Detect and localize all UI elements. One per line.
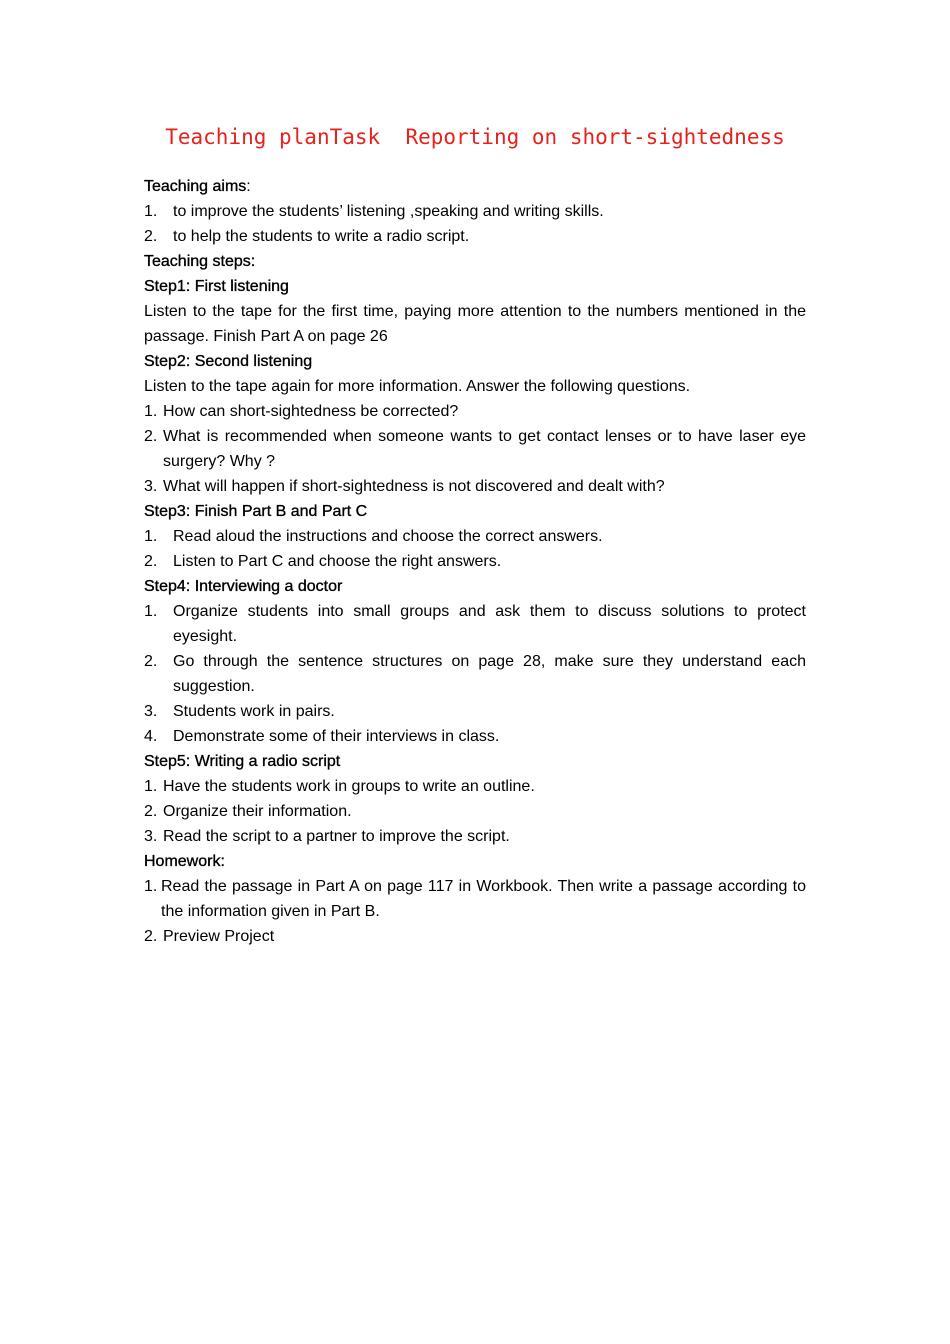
list-text: What will happen if short-sightedness is not discovered and dealt with? bbox=[163, 478, 665, 495]
aims-heading-line bbox=[144, 174, 806, 199]
list-text: Read the passage in Part A on page 117 in Workbook. Then write a passage according to the information given in Part B. bbox=[161, 878, 806, 920]
list-item bbox=[144, 399, 806, 424]
list-text: What is recommended when someone wants to get contact lenses or to have laser eye surgery? Why ? bbox=[163, 428, 806, 470]
list-text: Read the script to a partner to improve the script. bbox=[163, 828, 510, 845]
list-number: 2. bbox=[144, 928, 158, 945]
list-number: 1. bbox=[144, 403, 158, 420]
list-number: 2. bbox=[144, 228, 158, 245]
step1-heading: Step1: First listening bbox=[144, 278, 289, 295]
list-number: 1. bbox=[144, 203, 158, 220]
step2-heading: Step2: Second listening bbox=[144, 353, 313, 370]
list-item bbox=[144, 799, 806, 824]
list-item bbox=[144, 549, 806, 574]
list-text: Organize students into small groups and ask them to discuss solutions to protect eyesight. bbox=[173, 603, 806, 645]
list-item bbox=[144, 824, 806, 849]
list-item bbox=[144, 599, 806, 649]
list-item bbox=[144, 924, 806, 949]
list-number: 3. bbox=[144, 478, 158, 495]
list-item bbox=[144, 874, 806, 924]
list-item bbox=[144, 474, 806, 499]
list-number: 1. bbox=[144, 778, 158, 795]
list-text: to help the students to write a radio script. bbox=[173, 228, 470, 245]
list-text: Students work in pairs. bbox=[173, 703, 335, 720]
step4-heading: Step4: Interviewing a doctor bbox=[144, 578, 343, 595]
list-text: How can short-sightedness be corrected? bbox=[163, 403, 459, 420]
list-text: Organize their information. bbox=[163, 803, 352, 820]
list-text: Listen to Part C and choose the right answers. bbox=[173, 553, 502, 570]
list-item bbox=[144, 724, 806, 749]
list-text: to improve the students’ listening ,speaking and writing skills. bbox=[173, 203, 604, 220]
list-item bbox=[144, 524, 806, 549]
list-item bbox=[144, 199, 806, 224]
aims-heading: Teaching aims bbox=[144, 178, 247, 195]
aims-colon: : bbox=[246, 178, 251, 195]
step1-text: Listen to the tape for the first time, paying more attention to the numbers mentioned in the passage. Finish Part A on page 26 bbox=[144, 303, 806, 345]
list-number: 1. bbox=[144, 878, 158, 895]
list-text: Demonstrate some of their interviews in class. bbox=[173, 728, 500, 745]
list-number: 3. bbox=[144, 828, 158, 845]
list-number: 2. bbox=[144, 653, 158, 670]
step5-heading: Step5: Writing a radio script bbox=[144, 753, 341, 770]
document-body bbox=[144, 174, 806, 949]
list-item bbox=[144, 699, 806, 724]
list-number: 4. bbox=[144, 728, 158, 745]
list-number: 1. bbox=[144, 603, 158, 620]
list-text: Go through the sentence structures on page 28, make sure they understand each suggestion. bbox=[173, 653, 806, 695]
step3-heading: Step3: Finish Part B and Part C bbox=[144, 503, 368, 520]
list-text: Preview Project bbox=[163, 928, 275, 945]
list-item bbox=[144, 424, 806, 474]
list-number: 3. bbox=[144, 703, 158, 720]
list-number: 1. bbox=[144, 528, 158, 545]
document-title: Teaching planTask Reporting on short-sightedness bbox=[165, 125, 785, 149]
homework-heading: Homework: bbox=[144, 853, 225, 870]
list-item bbox=[144, 224, 806, 249]
list-number: 2. bbox=[144, 553, 158, 570]
list-text: Read aloud the instructions and choose the correct answers. bbox=[173, 528, 603, 545]
list-item bbox=[144, 649, 806, 699]
step2-text: Listen to the tape again for more information. Answer the following questions. bbox=[144, 378, 691, 395]
list-item bbox=[144, 774, 806, 799]
steps-heading: Teaching steps: bbox=[144, 253, 256, 270]
list-text: Have the students work in groups to write an outline. bbox=[163, 778, 535, 795]
list-number: 2. bbox=[144, 803, 158, 820]
list-number: 2. bbox=[144, 428, 158, 445]
